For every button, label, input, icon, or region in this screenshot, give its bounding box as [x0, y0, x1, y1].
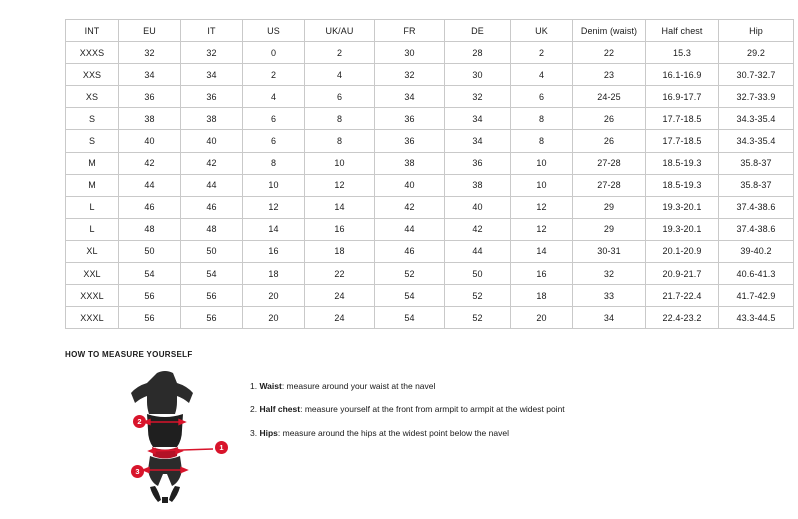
table-cell: 40 [119, 130, 181, 152]
size-chart-header [66, 20, 794, 42]
table-cell: 34.3-35.4 [719, 108, 794, 130]
size-chart-table [65, 19, 794, 329]
table-cell: 34 [119, 64, 181, 86]
table-cell: 29 [573, 196, 646, 218]
table-cell: 32 [181, 42, 243, 64]
table-cell: 50 [445, 263, 511, 285]
table-cell: 39-40.2 [719, 240, 794, 262]
table-cell: 43.3-44.5 [719, 307, 794, 329]
table-cell: 56 [119, 285, 181, 307]
table-cell: 42 [119, 152, 181, 174]
column-header-us: US [243, 20, 305, 42]
table-cell: 46 [181, 196, 243, 218]
list-item-number: 1. [250, 381, 258, 391]
table-cell: 38 [119, 108, 181, 130]
table-cell: 37.4-38.6 [719, 196, 794, 218]
table-cell: 34 [181, 64, 243, 86]
list-item-text: : measure around your waist at the navel [281, 381, 436, 391]
table-row [66, 263, 794, 285]
table-cell: 44 [445, 240, 511, 262]
table-cell: 8 [511, 108, 573, 130]
table-cell: 10 [511, 174, 573, 196]
list-item-number: 2. [250, 404, 258, 415]
table-cell: 52 [445, 307, 511, 329]
table-cell: 17.7-18.5 [646, 130, 719, 152]
table-cell: 38 [445, 174, 511, 196]
table-row [66, 130, 794, 152]
table-cell: L [66, 196, 119, 218]
table-cell: 33 [573, 285, 646, 307]
table-cell: 18 [305, 240, 375, 262]
table-cell: 22.4-23.2 [646, 307, 719, 329]
list-item [250, 428, 565, 439]
table-cell: XXS [66, 64, 119, 86]
table-cell: 18 [511, 285, 573, 307]
table-cell: 56 [119, 307, 181, 329]
table-cell: XXXL [66, 285, 119, 307]
table-cell: 19.3-20.1 [646, 196, 719, 218]
table-cell: 14 [511, 240, 573, 262]
table-cell: 6 [243, 130, 305, 152]
table-cell: 34 [445, 130, 511, 152]
table-cell: 54 [119, 263, 181, 285]
column-header-int: INT [66, 20, 119, 42]
table-row [66, 152, 794, 174]
table-cell: 35.8-37 [719, 174, 794, 196]
table-cell: 37.4-38.6 [719, 218, 794, 240]
table-cell: 6 [305, 86, 375, 108]
table-row [66, 218, 794, 240]
table-cell: 24 [305, 285, 375, 307]
marker-badge-waist: 1 [215, 441, 228, 454]
table-cell: 40 [375, 174, 445, 196]
column-header-uk-au: UK/AU [305, 20, 375, 42]
table-cell: 32 [573, 263, 646, 285]
size-chart-body [66, 42, 794, 329]
table-cell: 29 [573, 218, 646, 240]
table-row [66, 64, 794, 86]
list-item-text: : measure yourself at the front from armpit to armpit at the widest point [300, 404, 565, 415]
table-cell: XS [66, 86, 119, 108]
table-cell: 36 [375, 130, 445, 152]
table-cell: 38 [375, 152, 445, 174]
table-cell: 54 [375, 285, 445, 307]
marker-badge-hips: 3 [131, 465, 144, 478]
list-item-term: Half chest [259, 404, 301, 415]
table-cell: 29.2 [719, 42, 794, 64]
how-to-measure-section [65, 350, 765, 504]
column-header-half-chest: Half chest [646, 20, 719, 42]
table-cell: 34 [445, 108, 511, 130]
table-cell: 2 [511, 42, 573, 64]
table-cell: 16.1-16.9 [646, 64, 719, 86]
table-cell: 52 [375, 263, 445, 285]
table-row [66, 196, 794, 218]
how-to-measure-body [65, 369, 765, 504]
table-row [66, 240, 794, 262]
table-cell: 27-28 [573, 174, 646, 196]
table-cell: 4 [305, 64, 375, 86]
table-cell: 14 [305, 196, 375, 218]
table-cell: 56 [181, 307, 243, 329]
table-cell: 24-25 [573, 86, 646, 108]
table-cell: 44 [375, 218, 445, 240]
table-cell: 15.3 [646, 42, 719, 64]
table-row [66, 285, 794, 307]
table-cell: M [66, 174, 119, 196]
column-header-denim-waist: Denim (waist) [573, 20, 646, 42]
table-cell: 35.8-37 [719, 152, 794, 174]
table-row [66, 307, 794, 329]
list-item-number: 3. [250, 427, 258, 438]
table-cell: 16 [305, 218, 375, 240]
table-cell: 54 [375, 307, 445, 329]
column-header-hip: Hip [719, 20, 794, 42]
table-cell: 6 [511, 86, 573, 108]
table-cell: 46 [375, 240, 445, 262]
table-cell: 50 [119, 240, 181, 262]
table-cell: S [66, 108, 119, 130]
table-cell: 36 [375, 108, 445, 130]
table-cell: 50 [181, 240, 243, 262]
table-cell: 27-28 [573, 152, 646, 174]
table-cell: 40.6-41.3 [719, 263, 794, 285]
size-chart-container [65, 19, 776, 329]
table-cell: 10 [243, 174, 305, 196]
table-cell: 38 [181, 108, 243, 130]
table-cell: 32 [119, 42, 181, 64]
table-cell: XXXL [66, 307, 119, 329]
table-cell: 20 [243, 307, 305, 329]
table-cell: 10 [511, 152, 573, 174]
table-cell: 40 [181, 130, 243, 152]
how-to-measure-title: HOW TO MEASURE YOURSELF [65, 350, 193, 359]
list-item-term: Waist [259, 381, 282, 391]
table-cell: 48 [119, 218, 181, 240]
table-cell: 42 [445, 218, 511, 240]
table-cell: 36 [445, 152, 511, 174]
table-cell: 41.7-42.9 [719, 285, 794, 307]
table-cell: 8 [511, 130, 573, 152]
table-cell: 8 [305, 130, 375, 152]
table-cell: 34.3-35.4 [719, 130, 794, 152]
table-cell: 52 [445, 285, 511, 307]
table-cell: 2 [243, 64, 305, 86]
list-item-term: Hips [259, 427, 278, 438]
table-cell: 4 [243, 86, 305, 108]
table-cell: 32 [375, 64, 445, 86]
column-header-it: IT [181, 20, 243, 42]
list-item [250, 381, 565, 392]
table-cell: XL [66, 240, 119, 262]
table-cell: 26 [573, 108, 646, 130]
table-cell: 22 [305, 263, 375, 285]
table-row [66, 42, 794, 64]
table-cell: 6 [243, 108, 305, 130]
table-cell: 8 [243, 152, 305, 174]
table-cell: 12 [511, 218, 573, 240]
table-cell: 8 [305, 108, 375, 130]
table-cell: XXL [66, 263, 119, 285]
table-row [66, 86, 794, 108]
table-cell: 54 [181, 263, 243, 285]
table-cell: 14 [243, 218, 305, 240]
table-row [66, 174, 794, 196]
table-cell: 20.9-21.7 [646, 263, 719, 285]
table-cell: 44 [119, 174, 181, 196]
column-header-uk: UK [511, 20, 573, 42]
table-cell: 36 [181, 86, 243, 108]
table-cell: 42 [181, 152, 243, 174]
table-cell: 34 [375, 86, 445, 108]
mannequin-figure [105, 369, 225, 504]
table-cell: 36 [119, 86, 181, 108]
table-cell: 42 [375, 196, 445, 218]
table-cell: 56 [181, 285, 243, 307]
table-cell: 48 [181, 218, 243, 240]
table-cell: 21.7-22.4 [646, 285, 719, 307]
table-cell: XXXS [66, 42, 119, 64]
table-header-row [66, 20, 794, 42]
table-cell: 30 [445, 64, 511, 86]
table-cell: 12 [511, 196, 573, 218]
table-cell: 0 [243, 42, 305, 64]
table-cell: 16 [511, 263, 573, 285]
measure-instructions-list [250, 381, 565, 451]
list-item-text: : measure around the hips at the widest point below the navel [277, 427, 509, 438]
marker-badge-half-chest: 2 [133, 415, 146, 428]
table-cell: 23 [573, 64, 646, 86]
table-cell: 20 [243, 285, 305, 307]
table-cell: 24 [305, 307, 375, 329]
table-cell: L [66, 218, 119, 240]
column-header-fr: FR [375, 20, 445, 42]
table-cell: 32.7-33.9 [719, 86, 794, 108]
table-cell: 19.3-20.1 [646, 218, 719, 240]
table-cell: 16.9-17.7 [646, 86, 719, 108]
table-cell: 40 [445, 196, 511, 218]
column-header-eu: EU [119, 20, 181, 42]
table-cell: 30 [375, 42, 445, 64]
list-item [250, 404, 565, 415]
table-cell: 4 [511, 64, 573, 86]
table-cell: 46 [119, 196, 181, 218]
table-cell: 28 [445, 42, 511, 64]
table-cell: 22 [573, 42, 646, 64]
table-cell: 32 [445, 86, 511, 108]
table-cell: 2 [305, 42, 375, 64]
table-cell: 30.7-32.7 [719, 64, 794, 86]
table-cell: 10 [305, 152, 375, 174]
table-cell: 12 [305, 174, 375, 196]
table-cell: 18.5-19.3 [646, 174, 719, 196]
table-cell: 18 [243, 263, 305, 285]
table-cell: 12 [243, 196, 305, 218]
table-cell: 44 [181, 174, 243, 196]
mannequin-illustration [105, 369, 225, 504]
table-cell: 20 [511, 307, 573, 329]
table-row [66, 108, 794, 130]
table-cell: 18.5-19.3 [646, 152, 719, 174]
table-cell: 16 [243, 240, 305, 262]
column-header-de: DE [445, 20, 511, 42]
table-cell: 30-31 [573, 240, 646, 262]
table-cell: 20.1-20.9 [646, 240, 719, 262]
table-cell: M [66, 152, 119, 174]
table-cell: 26 [573, 130, 646, 152]
table-cell: S [66, 130, 119, 152]
table-cell: 17.7-18.5 [646, 108, 719, 130]
table-cell: 34 [573, 307, 646, 329]
